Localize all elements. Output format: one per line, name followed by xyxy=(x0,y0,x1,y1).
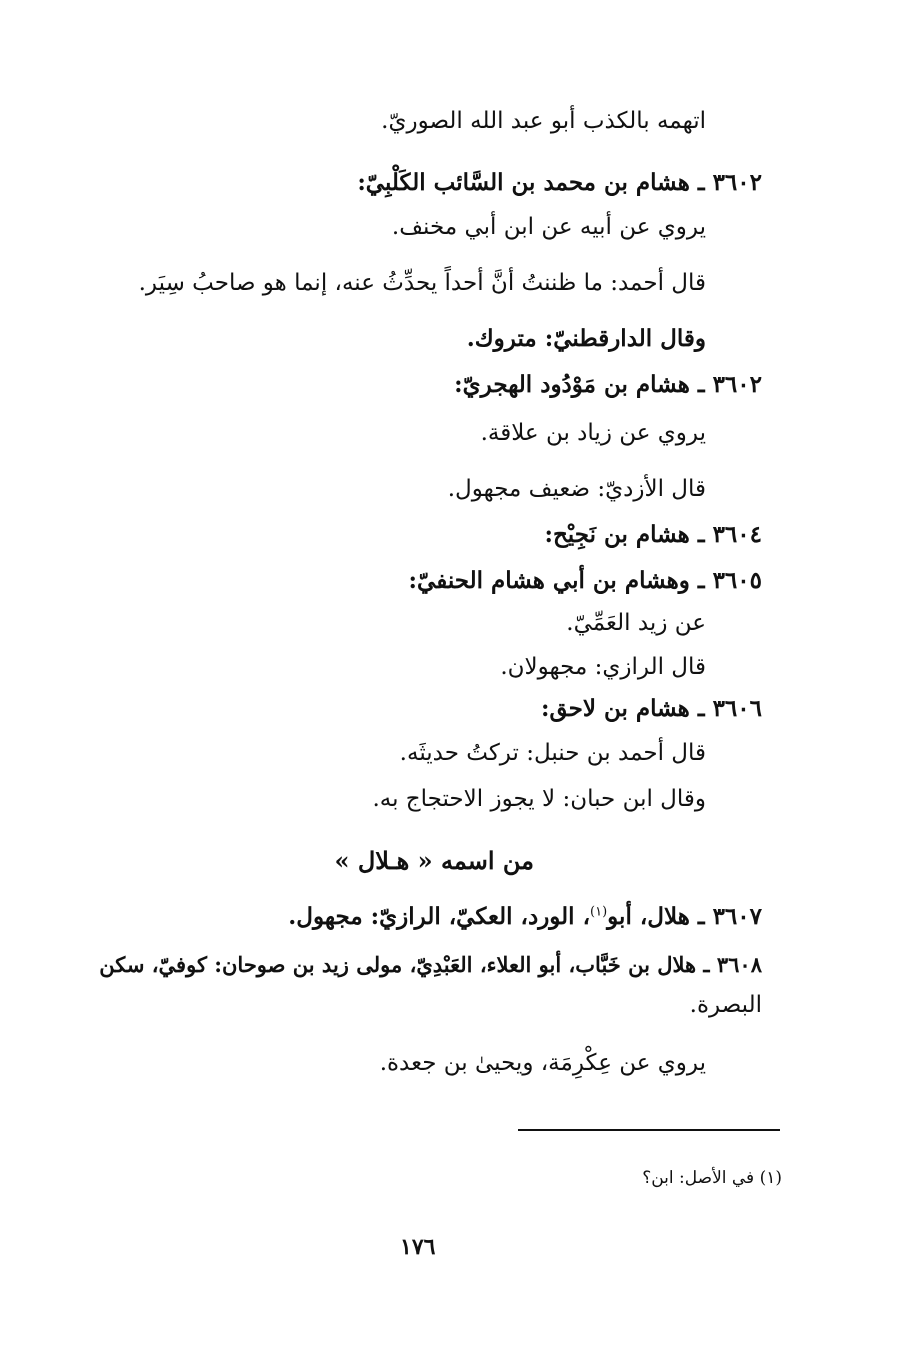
text-line: قال أحمد: ما ظننتُ أنَّ أحداً يحدِّثُ عنه، إنما هو صاحبُ سِيَر. xyxy=(138,270,706,296)
entry-line xyxy=(288,902,762,932)
footnote-reference: (١) xyxy=(590,904,608,920)
text-line: عن زيد العَمِّيّ. xyxy=(566,610,706,636)
entry-heading: ٣٦٠٤ ـ هشام بن نَجِيْح: xyxy=(544,521,762,548)
entry-heading-continued: ، الورد، العكيّ، الرازيّ: مجهول. xyxy=(288,903,591,930)
text-line: قال أحمد بن حنبل: تركتُ حديثَه. xyxy=(399,740,706,766)
entry-heading: ٣٦٠٢ ـ هشام بن مَوْدُود الهجريّ: xyxy=(454,371,762,398)
text-line: يروي عن أبيه عن ابن أبي مخنف. xyxy=(391,214,706,240)
text-line: يروي عن زياد بن علاقة. xyxy=(480,420,706,446)
page-number: ١٧٦ xyxy=(400,1234,436,1260)
text-line: يروي عن عِكْرِمَة، ويحيىٰ بن جعدة. xyxy=(379,1050,706,1076)
text-line: اتهمه بالكذب أبو عبد الله الصوريّ. xyxy=(381,108,706,134)
entry-heading: ٣٦٠٧ ـ هلال، أبو xyxy=(607,903,762,930)
text-line: قال الأزديّ: ضعيف مجهول. xyxy=(447,476,706,502)
footnote-divider xyxy=(518,1129,780,1131)
entry-heading: ٣٦٠٨ ـ هلال بن خَبَّاب، أبو العلاء، العَبْدِيّ، مولى زيد بن صوحان: كوفيّ، سكن xyxy=(99,952,762,977)
text-line: البصرة. xyxy=(689,992,762,1018)
entry-heading: ٣٦٠٦ ـ هشام بن لاحق: xyxy=(540,695,762,722)
entry-heading: ٣٦٠٢ ـ هشام بن محمد بن السَّائب الكَلْبِيّ: xyxy=(357,169,762,196)
footnote: (١) في الأصل: ابن؟ xyxy=(642,1168,782,1188)
text-line: وقال ابن حبان: لا يجوز الاحتجاج به. xyxy=(372,786,706,812)
entry-heading: ٣٦٠٥ ـ وهشام بن أبي هشام الحنفيّ: xyxy=(408,567,762,594)
text-line: قال الرازي: مجهولان. xyxy=(500,654,706,680)
text-line: وقال الدارقطنيّ: متروك. xyxy=(466,325,706,352)
section-heading: من اسمه « هـلال » xyxy=(334,846,534,875)
